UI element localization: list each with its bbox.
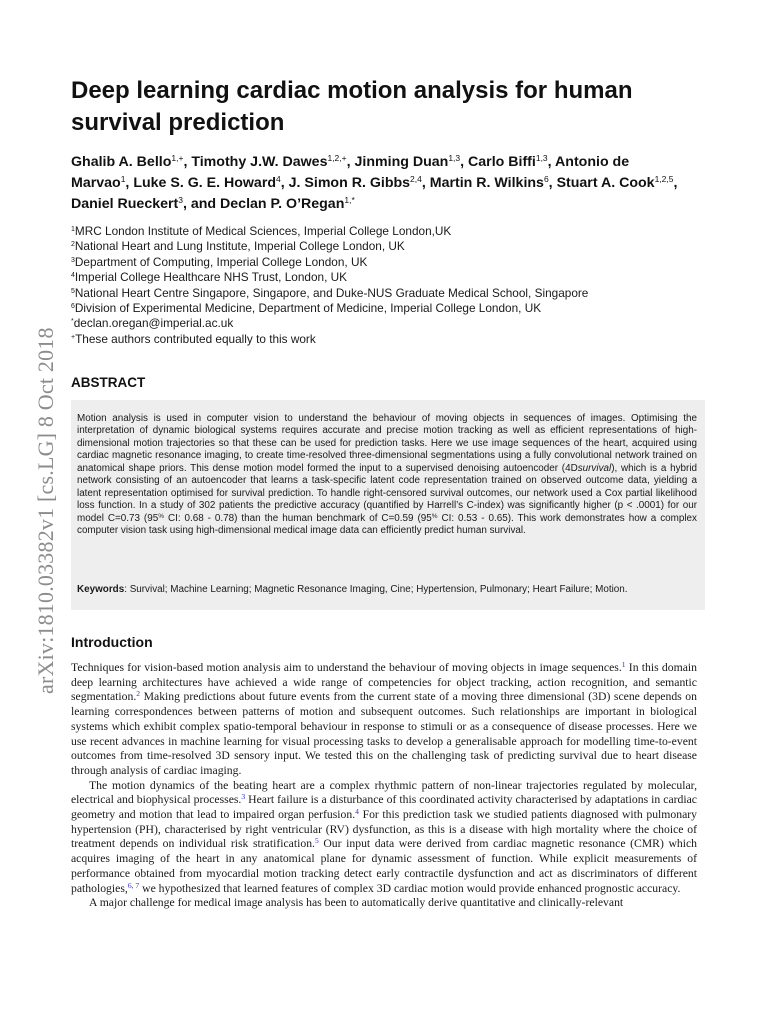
author-affiliation-marker: 1,+	[171, 153, 184, 163]
paragraph-text: Making predictions about future events from the current state of a moving three dimensional (3D) scene depends on learning correspondences between patterns of motion and subsequent outcomes. Such relationships are important in biological systems which exhibit complex spatio-temporal behaviour in response to stimuli or as a consequence of disease processes. Here we use recent advances in machine learning for visual processing tasks to develop a generalisable approach for modelling time-to-event outcomes from time-resolved 3D sensory input. We tested this on the challenging task of predicting survival due to heart disease through analysis of cardiac imaging.	[71, 690, 697, 777]
author-separator: ,	[673, 175, 678, 191]
affiliation-marker: 3	[71, 256, 75, 264]
author-name: Martin R. Wilkins	[429, 175, 544, 191]
introduction-paragraph	[71, 896, 697, 911]
author-affiliation-marker: 1,2,5	[654, 174, 674, 184]
author-name: Jinming Duan	[354, 154, 449, 170]
author-name: J. Simon R. Gibbs	[288, 175, 411, 191]
author-name: Ghalib A. Bello	[71, 154, 172, 170]
citation-reference: 4	[355, 807, 359, 817]
citation-reference: 1	[621, 660, 626, 669]
keywords-line	[77, 583, 701, 596]
keywords-text: : Survival; Machine Learning; Magnetic Resonance Imaging, Cine; Hypertension, Pulmonary; Heart Failure; Motion.	[124, 584, 628, 595]
author-affiliation-marker: 4	[276, 174, 281, 184]
model-name-italic: survival	[577, 462, 612, 474]
affiliation-text: Department of Computing, Imperial College London, UK	[74, 254, 368, 269]
abstract-heading: ABSTRACT	[71, 375, 146, 390]
introduction-paragraph	[71, 661, 697, 779]
author-name: Carlo Biffi	[468, 154, 536, 170]
abstract-text	[77, 413, 697, 538]
affiliation-text: These authors contributed equally to this work	[75, 331, 316, 346]
author-separator: ,	[460, 154, 469, 170]
author-name: Luke S. G. E. Howard	[133, 175, 277, 191]
citation-reference: 2	[136, 689, 141, 699]
affiliation-text: National Heart and Lung Institute, Imperial College London, UK	[74, 239, 405, 254]
affiliation-text: MRC London Institute of Medical Sciences, Imperial College London,UK	[74, 224, 452, 238]
author-name: Stuart A. Cook	[556, 175, 655, 191]
affiliation-marker: 1	[71, 226, 75, 233]
paragraph-text: Techniques for vision-based motion analysis aim to understand the behaviour of moving objects in image sequences.	[71, 661, 622, 674]
abstract-segment: CI: 0.68 - 0.78) than the human benchmark of C=0.59 (95	[163, 512, 432, 524]
author-affiliation-marker: 1,2,+	[327, 153, 347, 163]
abstract-segment: CI: 0.53 - 0.65). This work demonstrates how a complex computer vision task using high-dimensional medical image data can efficiently predict human survival.	[77, 512, 697, 537]
affiliation-text: Imperial College Healthcare NHS Trust, London, UK	[74, 270, 348, 285]
introduction-paragraph	[71, 779, 697, 897]
affiliation-line	[71, 239, 691, 254]
paragraph-text: In this domain deep learning architectures have achieved a wide range of competencies for object tracking, action recognition, and semantic segmentation.	[71, 661, 697, 704]
author-name: Declan P. O’Regan	[220, 196, 345, 212]
affiliation-marker: 4	[71, 272, 75, 280]
affiliation-marker: 2	[71, 241, 75, 249]
paragraph-text: Heart failure is a disturbance of this coordinated activity characterised by adaptations in cardiac geometry and motion that lead to impaired organ perfusion.	[71, 793, 697, 822]
affiliation-line	[71, 255, 691, 270]
percent-superscript: %	[431, 512, 438, 520]
author-affiliation-marker: 2,4	[410, 174, 422, 184]
citation-reference: 3	[241, 792, 246, 802]
introduction-body	[71, 661, 697, 911]
affiliation-line	[71, 332, 691, 347]
abstract-segment: ), which is a hybrid network consisting of an autoencoder that learns a task-specific latent code representation trained on observed outcome data, yielding a latent representation optimised for survival prediction. To handle right-censored survival outcomes, our network used a Cox partial likelihood loss function. In a study of 302 patients the predictive accuracy (quantified by Harrell’s C-index) was significantly higher (p < .0001) for our model C=0.73 (95	[77, 462, 697, 524]
affiliation-text: National Heart Centre Singapore, Singapore, and Duke-NUS Graduate Medical School, Singapore	[74, 285, 589, 300]
affiliation-marker: +	[71, 333, 76, 341]
affiliation-line	[71, 270, 691, 285]
introduction-heading: Introduction	[71, 634, 153, 650]
affiliation-text: declan.oregan@imperial.ac.uk	[73, 316, 234, 331]
paragraph-text: The motion dynamics of the beating heart are a complex rhythmic pattern of non-linear trajectories regulated by molecular, electrical and biophysical processes.	[71, 778, 697, 807]
keywords-label: Keywords	[77, 584, 125, 595]
abstract-box	[71, 400, 705, 610]
author-affiliation-marker: 1,3	[535, 153, 548, 163]
author-separator: ,	[183, 154, 192, 170]
author-affiliation-marker: 1,3	[448, 153, 461, 163]
citation-reference: 6, 7	[127, 880, 140, 890]
author-affiliation-marker: 6	[543, 174, 549, 184]
author-separator: ,	[346, 154, 355, 170]
author-affiliation-marker: 1,*	[344, 195, 355, 205]
percent-superscript: %	[158, 512, 164, 520]
affiliation-line	[71, 316, 691, 331]
author-separator: ,	[125, 175, 134, 191]
paragraph-text: we hypothesized that learned features of complex 3D cardiac motion would provide enhanced prognostic accuracy.	[139, 881, 681, 895]
arxiv-identifier-stamp: arXiv:1810.03382v1 [cs.LG] 8 Oct 2018	[33, 327, 58, 694]
author-separator: ,	[280, 175, 289, 191]
paper-title: Deep learning cardiac motion analysis for human survival prediction	[71, 77, 633, 136]
affiliation-list	[71, 224, 691, 347]
author-separator: ,	[548, 175, 557, 191]
affiliation-text: Division of Experimental Medicine, Department of Medicine, Imperial College London, UK	[74, 301, 542, 316]
affiliation-marker: 6	[71, 303, 75, 311]
affiliation-line	[71, 301, 691, 316]
abstract-segment: Motion analysis is used in computer vision to understand the behaviour of moving objects in sequences of images. Optimising the interpretation of dynamic biological systems requires accurate and precise motion tracking as well as efficient representations of high-dimensional motion trajectories so that these can be used for prediction tasks. Here we use image sequences of the heart, acquired using cardiac magnetic resonance imaging, to create time-resolved three-dimensional segmentations using a fully convolutional network trained on anatomical shape priors. This dense motion model formed the input to a supervised denoising autoencoder (4D	[77, 413, 697, 474]
paragraph-text: Our input data were derived from cardiac magnetic resonance (CMR) which acquires imaging of the heart in any anatomical plane for dynamic assessment of function. While explicit measurements of performance obtained from myocardial motion tracking detect early contractile dysfunction and act as discriminators of different pathologies,	[71, 837, 698, 895]
paragraph-text: For this prediction task we studied patients diagnosed with pulmonary hypertension (PH), characterised by right ventricular (RV) dysfunction, as this is a disease with high mortality where the choice of treatment depends on individual risk stratification.	[71, 808, 697, 851]
author-name: Timothy J.W. Dawes	[191, 154, 328, 170]
affiliation-marker: 5	[71, 287, 75, 295]
author-list	[71, 152, 691, 215]
author-affiliation-marker: 1	[120, 174, 126, 184]
author-separator: ,	[421, 175, 430, 191]
affiliation-line	[71, 286, 691, 301]
affiliation-line	[71, 224, 691, 239]
author-name: Daniel Rueckert	[71, 196, 179, 212]
paragraph-text: A major challenge for medical image analysis has been to automatically derive quantitative and clinically-relevant	[89, 896, 624, 910]
affiliation-marker: *	[71, 318, 74, 326]
author-separator: , and	[182, 196, 221, 212]
author-name: Antonio de Marvao	[71, 154, 630, 191]
citation-reference: 5	[314, 836, 319, 846]
author-affiliation-marker: 3	[178, 195, 183, 205]
author-separator: ,	[547, 154, 556, 170]
